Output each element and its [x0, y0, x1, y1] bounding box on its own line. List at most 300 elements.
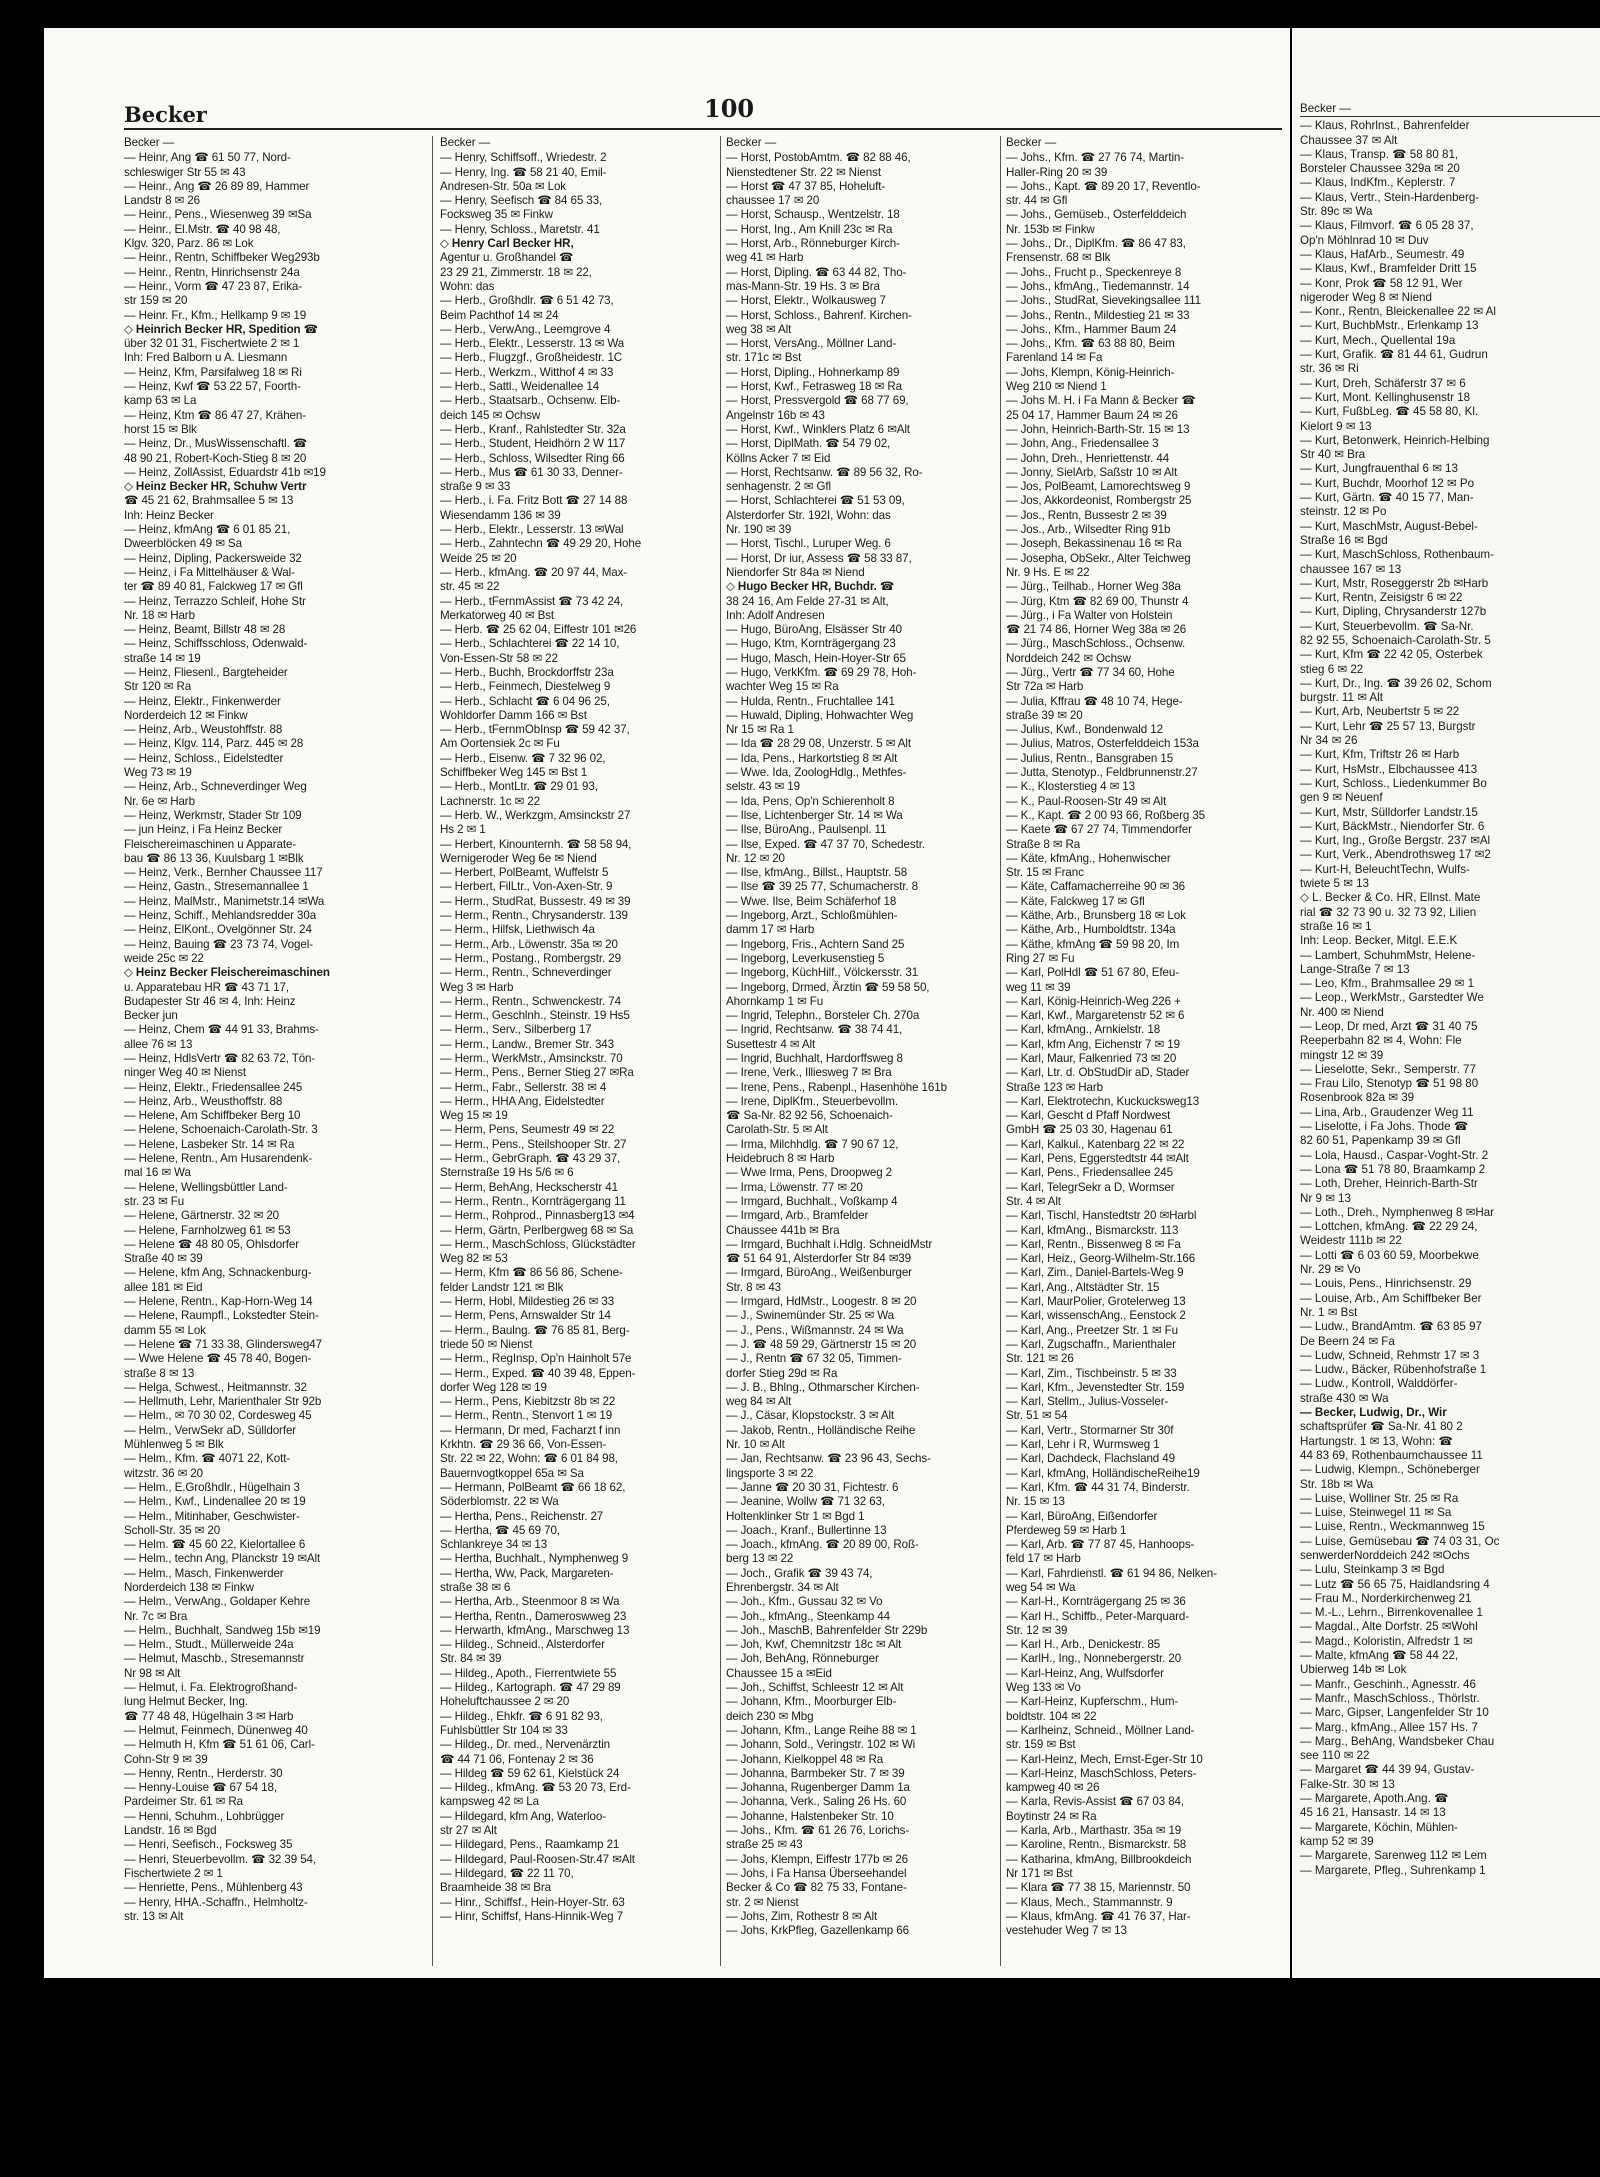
- directory-entry-line: Str 120 ✉ Ra: [124, 680, 192, 694]
- directory-entry-line: — John, Ang., Friedensallee 3: [1006, 437, 1159, 451]
- directory-entry-line: — Jeanine, Wollw ☎ 71 32 63,: [726, 1495, 886, 1509]
- directory-entry-line: Str. 12 ✉ 39: [1006, 1623, 1068, 1637]
- directory-entry-line: — Hermann, Dr med, Facharzt f inn: [440, 1423, 621, 1437]
- directory-entry-line: — Kurt, Verk., Abendrothsweg 17 ✉2: [1300, 848, 1491, 862]
- directory-entry-line: — Herm., Rentn., Chrysanderstr. 139: [440, 909, 628, 923]
- directory-entry-line: — Joh, Kwf, Chemnitzstr 18c ✉ Alt: [726, 1638, 902, 1652]
- directory-entry-line: — Horst, Tischl., Luruper Weg. 6: [726, 537, 891, 551]
- directory-entry-line: — Hermann, PolBeamt ☎ 66 18 62,: [440, 1480, 626, 1494]
- directory-entry-line: — Helm., VerwSekr aD, Sülldorfer: [124, 1423, 297, 1437]
- directory-entry-line: bau ☎ 86 13 36, Kuulsbarg 1 ✉Blk: [124, 851, 304, 865]
- directory-entry-line: — Luise, Steinwegel 11 ✉ Sa: [1300, 1506, 1452, 1520]
- directory-entry-line: Lachnerstr. 1c ✉ 22: [440, 794, 540, 808]
- directory-entry-line: Merkatorweg 40 ✉ Bst: [440, 608, 555, 622]
- directory-entry-line: — Herb., Staatsarb., Ochsenw. Elb-: [440, 394, 621, 408]
- directory-entry-line: — Klaus, Transp. ☎ 58 80 81,: [1300, 147, 1459, 161]
- directory-entry-line: — Helene, Schoenaich-Carolath-Str. 3: [124, 1123, 318, 1137]
- directory-entry-line: — Heinr., Rentn, Schiffbeker Weg293b: [124, 251, 320, 265]
- directory-entry-line: — Lieselotte, Sekr., Semperstr. 77: [1300, 1062, 1476, 1076]
- directory-entry-line: — Julia, Kffrau ☎ 48 10 74, Hege-: [1006, 694, 1183, 708]
- directory-entry-line: — Leop., WerkMstr., Garstedter We: [1300, 991, 1484, 1005]
- directory-entry-line: — Herm., Rentn., Schneverdinger: [440, 966, 612, 980]
- directory-entry-line: — Karl, Stellm., Julius-Vosseler-: [1006, 1395, 1169, 1409]
- directory-entry-line: Inh: Heinz Becker: [124, 508, 214, 522]
- directory-entry-line: weg 38 ✉ Alt: [726, 322, 792, 336]
- directory-entry-line: Nr. 12 ✉ 20: [726, 851, 785, 865]
- directory-entry-line: — Helene, Lasbeker Str. 14 ✉ Ra: [124, 1137, 295, 1151]
- directory-entry-line: — Herb. W., Werkzgm, Amsinckstr 27: [440, 808, 631, 822]
- directory-entry-line: — Herm., HHA Ang, Eidelstedter: [440, 1094, 605, 1108]
- directory-entry-line: Borsteler Chaussee 329a ✉ 20: [1300, 162, 1460, 176]
- directory-entry-line: — Herm., Pens, Kiebitzstr 8b ✉ 22: [440, 1395, 616, 1409]
- directory-entry-line: Angelnstr 16b ✉ 43: [726, 408, 825, 422]
- directory-entry-line: — Johanne, Halstenbeker Str. 10: [726, 1809, 894, 1823]
- directory-entry-line: — Irmgard, Buchhalt., Voßkamp 4: [726, 1194, 898, 1208]
- directory-entry-line: weg 84 ✉ Alt: [726, 1395, 792, 1409]
- directory-entry-line: — Helm., Masch, Finkenwerder: [124, 1566, 284, 1580]
- directory-entry-line: — Karl, Pens., Friedensallee 245: [1006, 1166, 1173, 1180]
- directory-entry-line: — Kurt, Mech., Quellental 19a: [1300, 333, 1456, 347]
- directory-entry-line: weg 11 ✉ 39: [1006, 980, 1071, 994]
- directory-entry-line: str. 2 ✉ Nienst: [726, 1895, 799, 1909]
- directory-entry-line: Alsterdorfer Str. 192I, Wohn: das: [726, 508, 891, 522]
- directory-entry-line: 45 16 21, Hansastr. 14 ✉ 13: [1300, 1806, 1446, 1820]
- directory-entry-line: — Herm., Fabr., Sellerstr. 38 ✉ 4: [440, 1080, 607, 1094]
- directory-entry-line: — Lina, Arb., Graudenzer Weg 11: [1300, 1105, 1474, 1119]
- directory-entry-line: — Herb., VerwAng., Leemgrove 4: [440, 322, 611, 336]
- directory-entry-line: — Hertha, Rentn., Dameroswweg 23: [440, 1609, 627, 1623]
- directory-entry-line: — Herm., Rohprod., Pinnasberg13 ✉4: [440, 1209, 635, 1223]
- directory-entry-line: Fleischereimaschinen u Apparate-: [124, 837, 297, 851]
- directory-entry-line: — Lona ☎ 51 78 80, Braamkamp 2: [1300, 1162, 1486, 1176]
- directory-entry-line: deich 230 ✉ Mbg: [726, 1709, 814, 1723]
- directory-entry-line: str 27 ✉ Alt: [440, 1824, 497, 1838]
- directory-entry-line: — Herb., Elektr., Lesserstr. 13 ✉Wal: [440, 523, 624, 537]
- directory-entry-line: — Hildeg., kfmAng. ☎ 53 20 73, Erd-: [440, 1781, 631, 1795]
- directory-entry-line: — Herb. ☎ 25 62 04, Eiffestr 101 ✉26: [440, 623, 637, 637]
- directory-entry-line: Schlankreye 34 ✉ 13: [440, 1538, 548, 1552]
- directory-entry-line: — Johs, Zim, Rothestr 8 ✉ Alt: [726, 1909, 878, 1923]
- directory-entry-line: — Herm., StudRat, Bussestr. 49 ✉ 39: [440, 894, 631, 908]
- directory-entry-line: — Hertha, Arb., Steenmoor 8 ✉ Wa: [440, 1595, 620, 1609]
- directory-entry-line: — Johs., Kfm. ☎ 63 88 80, Beim: [1006, 337, 1175, 351]
- directory-entry-line: Str. 89c ✉ Wa: [1300, 205, 1373, 219]
- directory-entry-line: Haller-Ring 20 ✉ 39: [1006, 165, 1108, 179]
- directory-entry-line: — Helmuth H, Kfm ☎ 51 61 06, Carl-: [124, 1738, 315, 1752]
- directory-entry-line: 48 90 21, Robert-Koch-Stieg 8 ✉ 20: [124, 451, 307, 465]
- directory-entry-line: — Herm., Pens., Berner Stieg 27 ✉Ra: [440, 1066, 634, 1080]
- directory-entry-line: mal 16 ✉ Wa: [124, 1166, 191, 1180]
- directory-entry-line: Straße 123 ✉ Harb: [1006, 1080, 1103, 1094]
- directory-entry-line: Weg 210 ✉ Niend 1: [1006, 380, 1107, 394]
- directory-entry-line: Nr. 1 ✉ Bst: [1300, 1305, 1358, 1319]
- directory-entry-line: Farenland 14 ✉ Fa: [1006, 351, 1103, 365]
- directory-entry-line: — Margarete, Apoth.Ang. ☎: [1300, 1792, 1449, 1806]
- directory-entry-line: — Helm., Mitinhaber, Geschwister-: [124, 1509, 300, 1523]
- directory-entry-line: — Kurt, Mstr, Sülldorfer Landstr.15: [1300, 805, 1478, 819]
- directory-entry-line: — Herm., RegInsp, Op'n Hainholt 57e: [440, 1352, 632, 1366]
- directory-entry-line: — Herm, Gärtn, Perlbergweg 68 ✉ Sa: [440, 1223, 634, 1237]
- directory-entry-line: — Hugo, BüroAng, Elsässer Str 40: [726, 623, 902, 637]
- directory-entry-line: — Klaus, kfmAng. ☎ 41 76 37, Har-: [1006, 1909, 1191, 1923]
- directory-entry-line: schaftsprüfer ☎ Sa-Nr. 41 80 2: [1300, 1420, 1463, 1434]
- directory-entry-line: — Karl, MaurPolier, Grotelerweg 13: [1006, 1295, 1186, 1309]
- directory-entry-line: — Heinr, Ang ☎ 61 50 77, Nord-: [124, 151, 291, 165]
- column-heading: Becker —: [440, 136, 491, 149]
- directory-entry-line: — Herm., Rentn., Stenvort 1 ✉ 19: [440, 1409, 613, 1423]
- directory-entry-line: — Johs., Kfm. ☎ 27 76 74, Martin-: [1006, 151, 1185, 165]
- directory-entry-line: — Herm, Hobl, Mildestieg 26 ✉ 33: [440, 1295, 615, 1309]
- directory-entry-line: — Johs., Kfm., Hammer Baum 24: [1006, 322, 1177, 336]
- directory-entry-line: — Henry, Ing. ☎ 58 21 40, Emil-: [440, 165, 607, 179]
- directory-entry-line: — Manfr., Geschinh., Agnesstr. 46: [1300, 1677, 1476, 1691]
- directory-entry-line: — Ilse, BüroAng., Paulsenpl. 11: [726, 823, 887, 837]
- directory-entry-line: — Karl-Heinz, Ang, Wulfsdorfer: [1006, 1666, 1164, 1680]
- directory-entry-line: — Ludw., BrandAmtm. ☎ 63 85 97: [1300, 1320, 1482, 1334]
- directory-column-1: [124, 136, 406, 1924]
- directory-entry-line: — Ingeborg, Leverkusenstieg 5: [726, 951, 885, 965]
- directory-entry-line: — Heinr., Vorm ☎ 47 23 87, Erika-: [124, 279, 303, 293]
- directory-entry-line: chaussee 17 ✉ 20: [726, 194, 820, 208]
- directory-entry-line: — Herm., Postang., Rombergstr. 29: [440, 951, 621, 965]
- directory-entry-line: str. 13 ✉ Alt: [124, 1909, 184, 1923]
- directory-entry-line: — Karl, Fahrdienstl. ☎ 61 94 86, Nelken-: [1006, 1566, 1217, 1580]
- directory-entry-line: — Frau M., Norderkirchenweg 21: [1300, 1591, 1472, 1605]
- directory-entry-line: — K., Kapt. ☎ 2 00 93 66, Roßberg 35: [1006, 808, 1206, 822]
- directory-entry-line: Ubierweg 14b ✉ Lok: [1300, 1663, 1407, 1677]
- directory-entry-line: — Konr., Rentn, Bleickenallee 22 ✉ Al: [1300, 305, 1496, 319]
- directory-entry-line: str. 36 ✉ Ri: [1300, 362, 1359, 376]
- directory-entry-line: — Klaus, HafArb., Seumestr. 49: [1300, 247, 1465, 261]
- directory-entry-line: — Karl, Kalkul., Katenbarg 22 ✉ 22: [1006, 1137, 1185, 1151]
- directory-entry-line: — Joseph, Bekassinenau 16 ✉ Ra: [1006, 537, 1182, 551]
- directory-entry-line: — Joh., MaschB, Bahrenfelder Str 229b: [726, 1623, 928, 1637]
- directory-entry-line: — Julius, Kwf., Bondenwald 12: [1006, 723, 1163, 737]
- directory-entry-line: — Herm., Arb., Löwenstr. 35a ✉ 20: [440, 937, 618, 951]
- directory-entry-line: — Johann, Kfm., Moorburger Elb-: [726, 1695, 897, 1709]
- directory-entry-line: — Kurt, Grafik. ☎ 81 44 61, Gudrun: [1300, 348, 1488, 362]
- directory-entry-line: Nr. 9 Hs. E ✉ 22: [1006, 565, 1090, 579]
- directory-entry-line: — Lambert, SchuhmMstr, Helene-: [1300, 948, 1476, 962]
- directory-entry-line: straße 39 ✉ 20: [1006, 708, 1083, 722]
- directory-entry-line: — Helene, kfm Ang, Schnackenburg-: [124, 1266, 312, 1280]
- directory-entry-line: see 110 ✉ 22: [1300, 1749, 1370, 1763]
- directory-entry-line: — Heinz, MalMstr., Manimetstr.14 ✉Wa: [124, 894, 325, 908]
- directory-entry-line: — Karl, Lehr i R, Wurmsweg 1: [1006, 1438, 1160, 1452]
- directory-entry-line: — Irma, Löwenstr. 77 ✉ 20: [726, 1180, 863, 1194]
- directory-entry-line: — J. ☎ 48 59 29, Gärtnerstr 15 ✉ 20: [726, 1337, 917, 1351]
- directory-entry-line: — Käthe, Arb., Brunsberg 18 ✉ Lok: [1006, 909, 1186, 923]
- directory-entry-line: Str. 18b ✉ Wa: [1300, 1477, 1374, 1491]
- directory-entry-line: Landstr 8 ✉ 26: [124, 194, 200, 208]
- directory-entry-line: — Herb., Sattl., Weidenallee 14: [440, 380, 600, 394]
- directory-entry-line: weg 41 ✉ Harb: [726, 251, 804, 265]
- directory-column-4: [1006, 136, 1288, 1938]
- directory-entry-line: Str. 4 ✉ Alt: [1006, 1194, 1061, 1208]
- directory-entry-line: — Lulu, Steinkamp 3 ✉ Bgd: [1300, 1563, 1445, 1577]
- directory-entry-line: — Karl, Rentn., Bissenweg 8 ✉ Fa: [1006, 1237, 1181, 1251]
- directory-entry-line: Nr. 190 ✉ 39: [726, 523, 792, 537]
- directory-entry-line: ☎ Sa-Nr. 82 92 56, Schoenaich-: [726, 1109, 893, 1123]
- directory-entry-line: — Heinz, Klgv. 114, Parz. 445 ✉ 28: [124, 737, 304, 751]
- directory-entry-line: — Karl, Kfm., Jevenstedter Str. 159: [1006, 1380, 1185, 1394]
- directory-entry-line: — Karl-Heinz, MaschSchloss, Peters-: [1006, 1766, 1197, 1780]
- directory-entry-line: — Kurt, Steuerbevollm. ☎ Sa-Nr.: [1300, 619, 1474, 633]
- directory-entry-line: ninger Weg 40 ✉ Nienst: [124, 1066, 247, 1080]
- directory-entry-line: — John, Dreh., Henriettenstr. 44: [1006, 451, 1170, 465]
- directory-entry-line: — Kurt, Kfm, Triftstr 26 ✉ Harb: [1300, 748, 1460, 762]
- directory-column-3: [726, 136, 1008, 1938]
- directory-entry-line: — Herbert, Kinounternh. ☎ 58 58 94,: [440, 837, 632, 851]
- directory-entry-line: — Jan, Rechtsanw. ☎ 23 96 43, Sechs-: [726, 1452, 931, 1466]
- directory-entry-line: — Karl, kfm Ang, Eichenstr 7 ✉ 19: [1006, 1037, 1180, 1051]
- directory-entry-line: weg 54 ✉ Wa: [1006, 1580, 1076, 1594]
- directory-entry-line: u. Apparatebau HR ☎ 43 71 17,: [124, 980, 289, 994]
- directory-entry-line: — Luise, Rentn., Weckmannweg 15: [1300, 1520, 1485, 1534]
- directory-entry-line: Braamheide 38 ✉ Bra: [440, 1881, 551, 1895]
- directory-entry-line: — Jürg., Vertr ☎ 77 34 60, Hohe: [1006, 665, 1175, 679]
- directory-entry-line: — Helene, Raumpfl., Lokstedter Stein-: [124, 1309, 319, 1323]
- directory-entry-line: senhagenstr. 2 ✉ Gfl: [726, 480, 832, 494]
- directory-entry-line: — Ilse, Lichtenberger Str. 14 ✉ Wa: [726, 808, 903, 822]
- directory-entry-line: — Jos, PolBeamt, Lamorechtsweg 9: [1006, 480, 1191, 494]
- directory-entry-line: nigeroder Weg 8 ✉ Niend: [1300, 290, 1432, 304]
- directory-entry-line: — Helene, Wellingsbüttler Land-: [124, 1180, 288, 1194]
- directory-entry-line: — Huwald, Dipling, Hohwachter Weg: [726, 708, 914, 722]
- directory-entry-line: — Kurt, Arb, Neubertstr 5 ✉ 22: [1300, 705, 1460, 719]
- directory-entry-line: 25 04 17, Hammer Baum 24 ✉ 26: [1006, 408, 1178, 422]
- directory-entry-line: — Herb., Mus ☎ 61 30 33, Denner-: [440, 465, 623, 479]
- directory-entry-line: — Helene, Rentn., Am Husarendenk-: [124, 1152, 313, 1166]
- directory-entry-line: ter ☎ 89 40 81, Falckweg 17 ✉ Gfl: [124, 580, 303, 594]
- directory-entry-line: Nr 15 ✉ Ra 1: [726, 723, 794, 737]
- directory-entry-line: Str. 51 ✉ 54: [1006, 1409, 1068, 1423]
- directory-entry-line: witzstr. 36 ✉ 20: [124, 1466, 203, 1480]
- directory-entry-line: Am Oortensiek 2c ✉ Fu: [440, 737, 560, 751]
- directory-entry-line: Kielort 9 ✉ 13: [1300, 419, 1372, 433]
- column-heading: Becker —: [1300, 102, 1600, 117]
- directory-entry-line: — Kurt, Dr., Ing. ☎ 39 26 02, Schom: [1300, 676, 1492, 690]
- directory-entry-line: — Lutz ☎ 56 65 75, Haidlandsring 4: [1300, 1577, 1490, 1591]
- directory-entry-line: — Kurt, BuchbMstr., Erlenkamp 13: [1300, 319, 1479, 333]
- directory-entry-line: Nr. 400 ✉ Niend: [1300, 1005, 1384, 1019]
- directory-entry-line: — Helmut, Maschb., Stresemannstr: [124, 1652, 305, 1666]
- directory-entry-line: — Helene, Gärtnerstr. 32 ✉ 20: [124, 1209, 280, 1223]
- directory-entry-line: Nr 171 ✉ Bst: [1006, 1866, 1073, 1880]
- directory-entry-line: — Hellmuth, Lehr, Marienthaler Str 92b: [124, 1395, 322, 1409]
- directory-entry-line: straße 38 ✉ 6: [440, 1580, 511, 1594]
- directory-entry-line: str 159 ✉ 20: [124, 294, 188, 308]
- directory-entry-line: Straße 8 ✉ Ra: [1006, 837, 1081, 851]
- directory-entry-line: — Kurt, Dreh, Schäferstr 37 ✉ 6: [1300, 376, 1466, 390]
- directory-entry-line: — Hertha, ☎ 45 69 70,: [440, 1523, 560, 1537]
- directory-entry-line: — Hildegard, ☎ 22 11 70,: [440, 1866, 574, 1880]
- directory-entry-line: Wohn: das: [440, 279, 495, 293]
- directory-entry-line: Nr. 10 ✉ Alt: [726, 1438, 785, 1452]
- directory-column-right: [1300, 102, 1600, 1878]
- directory-entry-line: — Hildegard, Pens., Raamkamp 21: [440, 1838, 620, 1852]
- directory-entry-line: — Karoline, Rentn., Bismarckstr. 58: [1006, 1838, 1187, 1852]
- directory-entry-line: — Käte, Caffamacherreihe 90 ✉ 36: [1006, 880, 1186, 894]
- directory-entry-line: Straße 16 ✉ Bgd: [1300, 533, 1388, 547]
- directory-entry-line: — J., Swinemünder Str. 25 ✉ Wa: [726, 1309, 895, 1323]
- directory-entry-line: gen 9 ✉ Neuenf: [1300, 791, 1383, 805]
- directory-entry-line: str. 45 ✉ 22: [440, 580, 500, 594]
- directory-entry-line: — Herm., Rentn., Schwenckestr. 74: [440, 994, 621, 1008]
- directory-entry-line: horst 15 ✉ Blk: [124, 422, 197, 436]
- directory-entry-line: — Herb., tFernmAssist ☎ 73 42 24,: [440, 594, 624, 608]
- directory-entry-line: — Karl, Tischl, Hanstedtstr 20 ✉Harbl: [1006, 1209, 1197, 1223]
- directory-entry-line: Inh: Fred Balborn u A. Liesmann: [124, 351, 288, 365]
- directory-entry-line: — J., Cäsar, Klopstockstr. 3 ✉ Alt: [726, 1409, 895, 1423]
- directory-entry-line: — Hildeg., Schneid., Alsterdorfer: [440, 1638, 605, 1652]
- directory-entry-line: — Johann, Kfm., Lange Reihe 88 ✉ 1: [726, 1723, 917, 1737]
- directory-entry-line: Inh: Adolf Andresen: [726, 608, 825, 622]
- directory-entry-line: Nr 9 ✉ 13: [1300, 1191, 1351, 1205]
- directory-entry-line: Weg 15 ✉ 19: [440, 1109, 508, 1123]
- directory-entry-line: chaussee 167 ✉ 13: [1300, 562, 1402, 576]
- directory-entry-line: Von-Essen-Str 58 ✉ 22: [440, 651, 558, 665]
- directory-entry-line: damm 17 ✉ Harb: [726, 923, 815, 937]
- directory-entry-line: — Karl, TelegrSekr a D, Wormser: [1006, 1180, 1175, 1194]
- directory-entry-line: — Jürg., MaschSchloss., Ochsenw.: [1006, 637, 1186, 651]
- directory-entry-line: Hoheluftchaussee 2 ✉ 20: [440, 1695, 570, 1709]
- directory-entry-line: Agentur u. Großhandel ☎: [440, 251, 574, 265]
- directory-entry-line: ◇ Heinz Becker HR, Schuhw Vertr: [124, 480, 307, 494]
- directory-entry-line: Weg 3 ✉ Harb: [440, 980, 514, 994]
- directory-entry-line: — J. B., Bhlng., Othmarscher Kirchen-: [726, 1380, 920, 1394]
- directory-entry-line: dorfer Stieg 29d ✉ Ra: [726, 1366, 838, 1380]
- directory-entry-line: — Helm., Studt., Müllerweide 24a: [124, 1638, 294, 1652]
- directory-entry-line: — Hildeg ☎ 59 62 61, Kielstück 24: [440, 1766, 620, 1780]
- directory-entry-line: — Kurt, BäckMstr., Niendorfer Str. 6: [1300, 819, 1485, 833]
- directory-entry-line: — Henry, Seefisch ☎ 84 65 33,: [440, 194, 603, 208]
- directory-entry-line: straße 8 ✉ 13: [124, 1366, 195, 1380]
- directory-entry-line: Pferdeweg 59 ✉ Harb 1: [1006, 1523, 1127, 1537]
- directory-entry-line: Str. 22 ✉ 22, Wohn: ☎ 6 01 84 98,: [440, 1452, 618, 1466]
- directory-entry-line: — Ingeborg, Drmed, Ärztin ☎ 59 58 50,: [726, 980, 930, 994]
- directory-entry-line: — Heinz, Schloss., Eidelstedter: [124, 751, 284, 765]
- directory-entry-line: Norderdeich 138 ✉ Finkw: [124, 1580, 254, 1594]
- directory-entry-line: — Herb., tFernmObInsp ☎ 59 42 37,: [440, 723, 630, 737]
- directory-entry-line: kamp 52 ✉ 39: [1300, 1834, 1374, 1848]
- directory-entry-line: Söderblomstr. 22 ✉ Wa: [440, 1495, 559, 1509]
- directory-entry-line: — Karl, Kwf., Margaretenstr 52 ✉ 6: [1006, 1009, 1185, 1023]
- directory-entry-line: — Herb., Großhdlr. ☎ 6 51 42 73,: [440, 294, 614, 308]
- directory-entry-line: Landstr. 16 ✉ Bgd: [124, 1824, 217, 1838]
- page-header: [124, 80, 1290, 127]
- header-rule: [124, 128, 1282, 130]
- directory-entry-line: mingstr 12 ✉ 39: [1300, 1048, 1384, 1062]
- column-divider: [432, 136, 433, 1966]
- directory-entry-line: — Herb., Feinmech, Diestelweg 9: [440, 680, 611, 694]
- directory-entry-line: — Johs., StudRat, Sievekingsallee 111: [1006, 294, 1202, 308]
- directory-entry-line: Norddeich 242 ✉ Ochsw: [1006, 651, 1131, 665]
- scan-border-left: [0, 0, 44, 2177]
- directory-entry-line: — Hildeg., Apoth., Fierrentwiete 55: [440, 1666, 617, 1680]
- directory-entry-line: — Kurt, Mont. Kellinghusenstr 18: [1300, 390, 1471, 404]
- directory-entry-line: — Kurt, Dipling, Chrysanderstr 127b: [1300, 605, 1487, 619]
- directory-entry-line: Sternstraße 19 Hs 5/6 ✉ 6: [440, 1166, 574, 1180]
- directory-entry-line: — Kurt, Kfm ☎ 22 42 05, Osterbek: [1300, 648, 1483, 662]
- directory-entry-line: berg 13 ✉ 22: [726, 1552, 794, 1566]
- directory-entry-line: felder Landstr 121 ✉ Blk: [440, 1280, 564, 1294]
- directory-entry-line: — Julius, Matros, Osterfelddeich 153a: [1006, 737, 1199, 751]
- directory-entry-line: — Hinr., Schiffsf., Hein-Hoyer-Str. 63: [440, 1895, 625, 1909]
- directory-entry-line: — Karl, wissenschAng., Eenstock 2: [1006, 1309, 1186, 1323]
- directory-entry-line: — Karl, Ltr. d. ObStudDir aD, Stader: [1006, 1066, 1190, 1080]
- directory-entry-line: lingsporte 3 ✉ 22: [726, 1466, 814, 1480]
- directory-entry-line: — Helene ☎ 71 33 38, Glindersweg47: [124, 1337, 322, 1351]
- directory-entry-line: ◇ Heinz Becker Fleischereimaschinen: [124, 966, 330, 980]
- directory-entry-line: — Henni, Schuhm., Lohbrügger: [124, 1809, 285, 1823]
- directory-entry-line: feld 17 ✉ Harb: [1006, 1552, 1081, 1566]
- directory-entry-line: — Herb., kfmAng. ☎ 20 97 44, Max-: [440, 565, 628, 579]
- directory-entry-line: — Heinz, Arb., Weusthoffstr. 88: [124, 1094, 283, 1108]
- directory-entry-line: Ring 27 ✉ Fu: [1006, 951, 1075, 965]
- directory-entry-line: lung Helmut Becker, Ing.: [124, 1695, 248, 1709]
- directory-entry-line: ◇ L. Becker & Co. HR, Ellnst. Mate: [1300, 891, 1481, 905]
- directory-entry-line: — Klaus, Vertr., Stein-Hardenberg-: [1300, 190, 1480, 204]
- directory-entry-line: — Ingeborg, Fris., Achtern Sand 25: [726, 937, 905, 951]
- directory-entry-line: — Horst, Schloss., Bahrenf. Kirchen-: [726, 308, 912, 322]
- directory-entry-line: Fischertwiete 2 ✉ 1: [124, 1866, 223, 1880]
- directory-entry-line: — Kurt, Buchdr, Moorhof 12 ✉ Po: [1300, 476, 1475, 490]
- directory-entry-line: — Karl-Heinz, Kupferschm., Hum-: [1006, 1695, 1179, 1709]
- running-head-title: Becker: [124, 102, 207, 127]
- directory-entry-line: — Kurt-H, BeleuchtTechn, Wulfs-: [1300, 862, 1470, 876]
- directory-entry-line: — Klaus, Mech., Stammannstr. 9: [1006, 1895, 1173, 1909]
- directory-entry-line: Budapester Str 46 ✉ 4, Inh: Heinz: [124, 994, 296, 1008]
- directory-entry-line: — Irene, Verk., Illiesweg 7 ✉ Bra: [726, 1066, 892, 1080]
- directory-entry-line: — Heinz, Dipling, Packersweide 32: [124, 551, 302, 565]
- directory-entry-line: — Horst, Dipling. ☎ 63 44 82, Tho-: [726, 265, 907, 279]
- directory-entry-line: — Helm., Kfm. ☎ 4071 22, Kott-: [124, 1452, 291, 1466]
- directory-entry-line: — Liselotte, i Fa Johs. Thode ☎: [1300, 1120, 1469, 1134]
- directory-entry-line: schleswiger Str 55 ✉ 43: [124, 165, 246, 179]
- directory-entry-line: — Herb., Elektr., Lesserstr. 13 ✉ Wa: [440, 337, 625, 351]
- directory-entry-line: — Horst, Ing., Am Knill 23c ✉ Ra: [726, 222, 893, 236]
- directory-entry-line: Fuhlsbüttler Str 104 ✉ 33: [440, 1723, 568, 1737]
- directory-entry-line: — Marc, Gipser, Langenfelder Str 10: [1300, 1706, 1489, 1720]
- directory-entry-line: — Henry, Schiffsoff., Wriedestr. 2: [440, 151, 607, 165]
- directory-entry-line: — Horst, Kwf., Fetrasweg 18 ✉ Ra: [726, 380, 902, 394]
- directory-entry-line: Weide 25 ✉ 20: [440, 551, 517, 565]
- directory-entry-line: — Karl, kfmAng, HolländischeReihe19: [1006, 1466, 1200, 1480]
- directory-entry-line: — Johs., Rentn., Mildestieg 21 ✉ 33: [1006, 308, 1190, 322]
- directory-entry-line: Heidebruch 8 ✉ Harb: [726, 1152, 835, 1166]
- directory-entry-line: ☎ 45 21 62, Brahmsallee 5 ✉ 13: [124, 494, 294, 508]
- directory-entry-line: — Ingeborg, Arzt., Schloßmühlen-: [726, 909, 898, 923]
- directory-entry-line: Nr 34 ✉ 26: [1300, 734, 1358, 748]
- directory-entry-line: ☎ 44 71 06, Fontenay 2 ✉ 36: [440, 1752, 594, 1766]
- directory-entry-line: — Ludw., Kontroll, Walddörfer-: [1300, 1377, 1458, 1391]
- directory-entry-line: dorfer Weg 128 ✉ 19: [440, 1380, 547, 1394]
- directory-entry-line: Chaussee 37 ✉ Alt: [1300, 133, 1398, 147]
- directory-entry-line: — Johs., Kapt. ☎ 89 20 17, Reventlo-: [1006, 179, 1201, 193]
- directory-entry-line: — Herb., Buchh, Brockdorffstr 23a: [440, 665, 614, 679]
- directory-entry-line: — Hugo, VerkKfm. ☎ 69 29 78, Hoh-: [726, 665, 917, 679]
- directory-entry-line: — Helm. ☎ 45 60 22, Kielortallee 6: [124, 1538, 306, 1552]
- directory-entry-line: Schiffbeker Weg 145 ✉ Bst 1: [440, 766, 588, 780]
- directory-entry-line: — Heinz, ElKont., Ovelgönner Str. 24: [124, 923, 312, 937]
- column-heading: Becker —: [124, 136, 175, 149]
- directory-entry-line: Boytinstr 24 ✉ Ra: [1006, 1809, 1097, 1823]
- directory-entry-line: — John, Heinrich-Barth-Str. 15 ✉ 13: [1006, 422, 1190, 436]
- directory-entry-line: — Irmgard, Buchhalt i.Hdlg. SchneidMstr: [726, 1237, 933, 1251]
- directory-entry-line: — Henri, Steuerbevollm. ☎ 32 39 54,: [124, 1852, 317, 1866]
- directory-entry-line: — Horst, Schausp., Wentzelstr. 18: [726, 208, 900, 222]
